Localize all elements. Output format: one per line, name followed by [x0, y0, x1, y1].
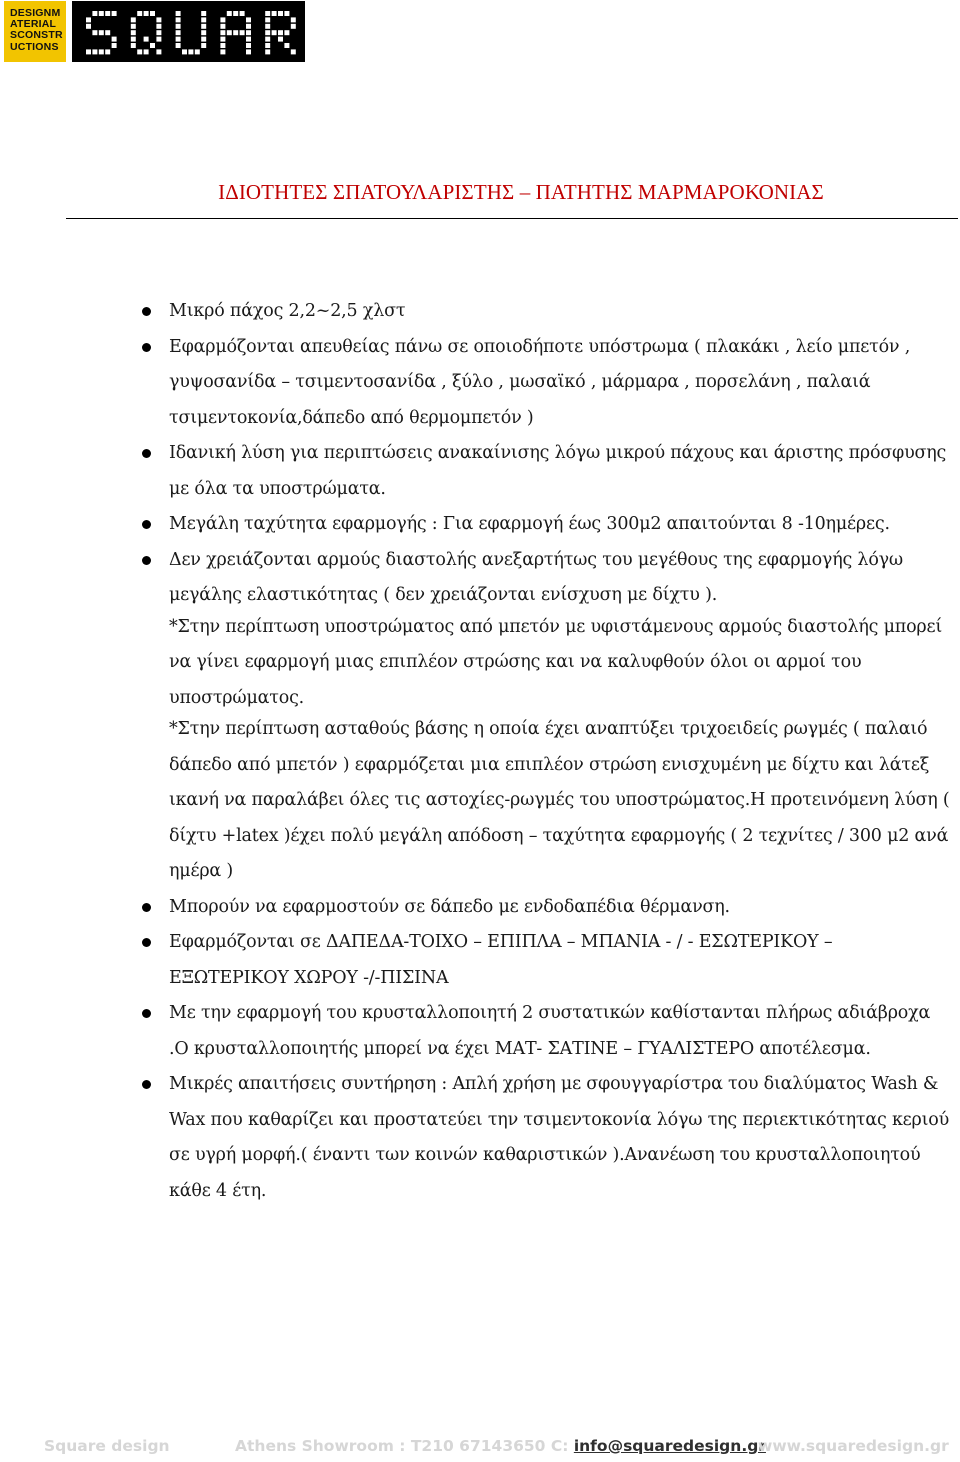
list-item: Ιδανική λύση για περιπτώσεις ανακαίνισης λόγω μικρού πάχους και άριστης πρόσφυσης με όλα τα υποστρώματα. — [169, 436, 954, 507]
wordmark-dot — [246, 30, 251, 35]
logo-line: UCTIONS — [10, 40, 59, 53]
logo-text-block — [4, 1, 66, 62]
wordmark-dot — [131, 30, 136, 35]
wordmark-dot — [144, 37, 149, 42]
wordmark-dot — [284, 43, 289, 48]
footer-contact — [235, 1437, 766, 1455]
wordmark-dot — [227, 11, 232, 16]
wordmark-dot — [92, 11, 97, 16]
wordmark-dot — [233, 11, 238, 16]
wordmark-dot — [86, 49, 91, 54]
wordmark-dot — [195, 49, 200, 54]
wordmark-dot — [240, 11, 245, 16]
wordmark-dot — [131, 37, 136, 42]
wordmark-dot — [144, 11, 149, 16]
wordmark-dot — [201, 37, 206, 42]
footer-email-link[interactable]: info@squaredesign.gr — [573, 1437, 766, 1455]
wordmark-dot — [220, 17, 225, 22]
wordmark-dot — [265, 43, 270, 48]
wordmark-dot — [272, 11, 277, 16]
wordmark-dot — [112, 43, 117, 48]
wordmark-dot — [284, 30, 289, 35]
properties-list — [169, 294, 954, 1209]
list-item: Μικρές απαιτήσεις συντήρηση : Απλή χρήση με σφουγγαρίστρα του διαλύματος Wash & Wax που καθαρίζει και προστατεύει την τσιμεντοκονία λόγω της περιεκτικότητας κεριού σε υγρή μορφή.( έναντι των κοινών καθαριστικών ).Ανανέωση του κρυσταλλοποιητού κάθε 4 έτη. — [169, 1067, 954, 1209]
wordmark-dot — [156, 37, 161, 42]
wordmark-dot — [156, 30, 161, 35]
wordmark-dot — [265, 24, 270, 29]
list-item: Μεγάλη ταχύτητα εφαρμογής : Για εφαρμογή έως 300μ2 απαιτούνται 8 -10ημέρες. — [169, 507, 954, 543]
logo-line: SCONSTR — [10, 29, 63, 42]
square-logo-wordmark — [72, 1, 305, 62]
wordmark-dot — [246, 24, 251, 29]
wordmark-dot — [201, 24, 206, 29]
wordmark-dot — [156, 24, 161, 29]
wordmark-dot — [150, 43, 155, 48]
wordmark-dot — [220, 43, 225, 48]
list-item: Μικρό πάχος 2,2~2,5 χλστ — [169, 294, 954, 330]
wordmark-dot — [291, 49, 296, 54]
wordmark-dot — [112, 11, 117, 16]
list-item: Με την εφαρμογή του κρυσταλλοποιητή 2 συστατικών καθίστανται πλήρως αδιάβροχα .Ο κρυσταλλοποιητής μπορεί να έχει ΜΑΤ- ΣΑΤΙΝΕ – ΓΥΑΛΙΣΤΕΡΟ αποτέλεσμα. — [169, 996, 954, 1067]
wordmark-dot — [176, 43, 181, 48]
wordmark-dot — [240, 30, 245, 35]
list-item: Μπορούν να εφαρμοστούν σε δάπεδο με ενδοδαπέδια θέρμανση. — [169, 890, 954, 926]
wordmark-dot — [144, 49, 149, 54]
wordmark-dot — [220, 37, 225, 42]
wordmark-dot — [246, 49, 251, 54]
wordmark-dot — [99, 11, 104, 16]
wordmark-dot — [278, 37, 283, 42]
wordmark-dot — [284, 11, 289, 16]
title-divider — [66, 218, 958, 219]
footer-website[interactable]: www.squaredesign.gr — [758, 1437, 949, 1455]
wordmark-dot — [246, 43, 251, 48]
page-title: ΙΔΙΟΤΗΤΕΣ ΣΠΑΤΟΥΛΑΡΙΣΤΗΣ – ΠΑΤΗΤΗΣ ΜΑΡΜΑΡΟΚΟΝΙΑΣ — [218, 180, 824, 204]
list-item: Εφαρμόζονται απευθείας πάνω σε οποιοδήποτε υπόστρωμα ( πλακάκι , λείο μπετόν , γυψοσανίδα – τσιμεντοσανίδα , ξύλο , μωσαϊκό , μάρμαρα , πορσελάνη , παλαιά τσιμεντοκονία,δάπεδο από θερμομπετόν ) — [169, 330, 954, 437]
wordmark-dot — [131, 43, 136, 48]
wordmark-dot — [176, 11, 181, 16]
wordmark-dot — [99, 49, 104, 54]
wordmark-dot — [86, 24, 91, 29]
wordmark-dot — [176, 24, 181, 29]
list-item: Εφαρμόζονται σε ΔΑΠΕΔΑ-ΤΟΙΧΟ – ΕΠΙΠΛΑ – ΜΠΑΝΙΑ - / - ΕΣΩΤΕΡΙΚΟΥ – ΕΞΩΤΕΡΙΚΟΥ ΧΩΡΟΥ -/-ΠΙΣΙΝΑ — [169, 925, 954, 996]
wordmark-dot — [156, 17, 161, 22]
wordmark-dot — [265, 49, 270, 54]
wordmark-dot — [201, 17, 206, 22]
wordmark-dot — [265, 37, 270, 42]
wordmark-dot — [272, 30, 277, 35]
wordmark-dot — [278, 30, 283, 35]
wordmark-dot — [176, 30, 181, 35]
wordmark-dot — [227, 30, 232, 35]
wordmark-dot — [291, 17, 296, 22]
page-footer — [0, 1437, 960, 1461]
wordmark-dot — [137, 49, 142, 54]
wordmark-dot — [131, 24, 136, 29]
wordmark-dot — [246, 17, 251, 22]
logo-line: ATERIAL — [10, 18, 57, 31]
wordmark-dot — [201, 43, 206, 48]
wordmark-dot — [188, 49, 193, 54]
wordmark-dot — [265, 11, 270, 16]
wordmark-dot — [182, 49, 187, 54]
wordmark-dot — [112, 37, 117, 42]
footer-showroom: Athens Showroom : T210 67143650 C: — [235, 1437, 574, 1455]
list-item: Δεν χρειάζονται αρμούς διαστολής ανεξαρτήτως του μεγέθους της εφαρμογής λόγω μεγάλης ελαστικότητας ( δεν χρειάζονται ενίσχυση με δίχτυ ). — [169, 543, 954, 614]
wordmark-dot — [137, 11, 142, 16]
wordmark-dot — [265, 17, 270, 22]
wordmark-dot — [246, 37, 251, 42]
logo-line: DESIGNM — [10, 7, 61, 19]
wordmark-dot — [220, 24, 225, 29]
wordmark-dot — [105, 49, 110, 54]
wordmark-dot — [278, 11, 283, 16]
wordmark-dot — [291, 24, 296, 29]
wordmark-dot — [99, 30, 104, 35]
wordmark-dot — [233, 30, 238, 35]
wordmark-dot — [176, 17, 181, 22]
wordmark-dot — [265, 30, 270, 35]
wordmark-dot — [105, 30, 110, 35]
wordmark-dot — [86, 17, 91, 22]
wordmark-dot — [156, 49, 161, 54]
note-paragraph: *Στην περίπτωση ασταθούς βάσης η οποία έχει αναπτύξει τριχοειδείς ρωγμές ( παλαιό δάπεδο από μπετόν ) εφαρμόζεται μια επιπλέον στρώση ενισχυμένη με δίχτυ και λάτεξ ικανή να παραλάβει όλες τις αστοχίες-ρωγμές του υποστρώματος.Η προτεινόμενη λύση ( δίχτυ +latex )έχει πολύ μεγάλη απόδοση – ταχύτητα εφαρμογής ( 2 τεχνίτες / 300 μ2 ανά ημέρα ) — [169, 719, 950, 881]
wordmark-dot — [131, 17, 136, 22]
wordmark-dot — [201, 30, 206, 35]
wordmark-dot — [105, 11, 110, 16]
wordmark-dot — [220, 30, 225, 35]
wordmark-dot — [92, 30, 97, 35]
wordmark-dot — [150, 11, 155, 16]
wordmark-dot — [176, 37, 181, 42]
wordmark-dot — [220, 49, 225, 54]
footer-company: Square design — [44, 1437, 170, 1455]
wordmark-dot — [201, 11, 206, 16]
note-paragraph: *Στην περίπτωση υποστρώματος από μπετόν με υφιστάμενους αρμούς διαστολής μπορεί να γίνει εφαρμογή μιας επιπλέον στρώσης και να καλυφθούν όλοι οι αρμοί του υποστρώματος. — [169, 616, 943, 708]
wordmark-dot — [92, 49, 97, 54]
